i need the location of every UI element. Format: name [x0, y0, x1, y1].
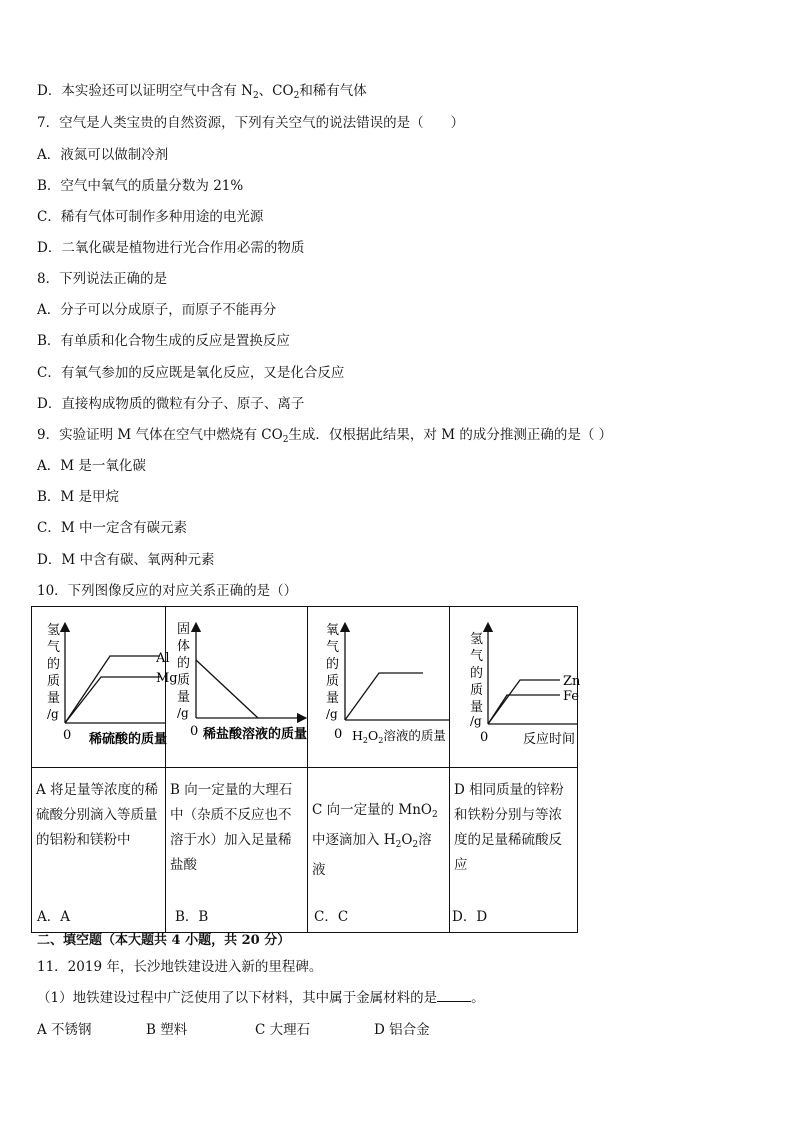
ylabel-char: 氢 — [47, 623, 61, 638]
ylabel-char: 气 — [326, 640, 340, 655]
ylabel-char: 量 — [177, 690, 191, 705]
ylabel-char: 氧 — [326, 623, 340, 638]
ylabel-char: 质 — [470, 683, 484, 698]
origin-label: 0 — [190, 724, 199, 739]
ylabel-char: 质 — [326, 674, 340, 689]
desc-c: C 向一定量的 MnO$_2$中逐滴加入 $H_2O_2$溶液 — [308, 768, 450, 933]
q8-option-b: B．有单质和化合物生成的反应是置换反应 — [37, 333, 290, 349]
graph-b-cell — [166, 607, 308, 768]
q7-option-a: A．液氮可以做制冷剂 — [37, 147, 169, 163]
q10-graph-table — [31, 606, 581, 933]
series-label-fe: Fe — [563, 689, 580, 704]
q11-option-c: C 大理石 — [255, 1022, 311, 1038]
ylabel-char: 的 — [47, 657, 61, 672]
ylabel-char: 的 — [470, 666, 484, 681]
q10-option-d: D．D — [452, 909, 488, 925]
ylabel-unit: /g — [326, 707, 338, 721]
series-label-al: Al — [156, 651, 170, 666]
ylabel-char: 质 — [177, 673, 191, 688]
q7-option-b: B．空气中氧气的质量分数为 21% — [37, 178, 244, 194]
answer-blank — [437, 989, 471, 1002]
graph-b-curve — [196, 660, 258, 718]
q11-stem: 11．2019 年，长沙地铁建设进入新的里程碑。 — [37, 959, 323, 975]
q8-option-c: C．有氧气参加的反应既是氧化反应，又是化合反应 — [37, 365, 345, 381]
graph-c — [308, 607, 449, 763]
q11-sub1: （1）地铁建设过程中广泛使用了以下材料，其中属于金属材料的是 。 — [37, 990, 485, 1006]
ylabel-char: 的 — [177, 656, 191, 671]
graph-a — [32, 607, 178, 763]
q11-option-d: D 铝合金 — [374, 1022, 430, 1038]
ylabel-char: 氢 — [470, 632, 484, 647]
graph-a-mg-curve — [65, 677, 160, 723]
q10-option-c: C．C — [314, 909, 349, 925]
q8-stem: 8．下列说法正确的是 — [37, 271, 168, 287]
q9-option-b: B．M 是甲烷 — [37, 489, 120, 505]
xlabel: 稀硫酸的质量 — [89, 732, 168, 747]
ylabel-char: 质 — [47, 674, 61, 689]
desc-a: A 将足量等浓度的稀硫酸分别滴入等质量的铝粉和镁粉中 — [32, 768, 166, 933]
q10-stem: 10．下列图像反应的对应关系正确的是（） — [37, 583, 298, 599]
ylabel-unit: /g — [470, 714, 482, 728]
q8-option-d: D．直接构成物质的微粒有分子、原子、离子 — [37, 396, 305, 412]
series-label-mg: Mg — [156, 671, 178, 686]
q9-option-a: A．M 是一氧化碳 — [37, 458, 146, 474]
q7-option-c: C．稀有气体可制作多种用途的电光源 — [37, 209, 264, 225]
q10-option-b: B．B — [175, 909, 209, 925]
graph-d-cell — [450, 607, 581, 768]
ylabel-char: 体 — [177, 639, 191, 654]
origin-label: 0 — [480, 730, 489, 745]
graph-a-al-curve — [65, 656, 160, 723]
xlabel: 反应时间 — [523, 732, 576, 747]
q7-stem: 7．空气是人类宝贵的自然资源，下列有关空气的说法错误的是（ ） — [37, 115, 465, 131]
origin-label: 0 — [63, 728, 72, 743]
graph-c-cell — [308, 607, 450, 768]
ylabel-unit: /g — [177, 706, 189, 720]
q8-option-a: A．分子可以分成原子，而原子不能再分 — [37, 302, 277, 318]
graph-a-cell — [32, 607, 178, 768]
desc-b: B 向一定量的大理石中（杂质不反应也不溶于水）加入足量稀盐酸 — [166, 768, 308, 933]
q7-option-d: D．二氧化碳是植物进行光合作用必需的物质 — [37, 240, 305, 256]
ylabel-char: 量 — [470, 700, 484, 715]
graph-d-zn-curve — [488, 680, 560, 724]
ylabel-char: 气 — [470, 649, 484, 664]
xlabel: $H_2O_2$溶液的质量 — [352, 728, 446, 745]
graph-d — [450, 607, 581, 763]
q11-option-a: A 不锈钢 — [37, 1022, 92, 1038]
q9-option-d: D．M 中含有碳、氧两种元素 — [37, 552, 215, 568]
section-heading: 二、填空题（本大题共 4 小题，共 20 分） — [37, 933, 291, 948]
q11-option-b: B 塑料 — [146, 1022, 188, 1038]
ylabel-char: 量 — [326, 691, 340, 706]
origin-label: 0 — [334, 727, 343, 742]
ylabel-char: 量 — [47, 691, 61, 706]
xlabel: 稀盐酸溶液的质量 — [203, 727, 308, 742]
q6-option-d: D．本实验还可以证明空气中含有 $N_2$、$CO_2$和稀有气体 — [37, 83, 367, 101]
graph-c-curve — [345, 673, 423, 720]
q9-stem: 9．实验证明 M 气体在空气中燃烧有 $CO_2$生成．仅根据此结果，对 M 的成分推测正确的是（ ） — [37, 427, 613, 445]
graph-b — [166, 607, 307, 763]
q10-option-a: A．A — [37, 909, 70, 925]
ylabel-char: 的 — [326, 657, 340, 672]
ylabel-unit: /g — [47, 707, 59, 721]
ylabel-char: 固 — [177, 622, 191, 637]
desc-d: D 相同质量的锌粉和铁粉分别与等浓度的足量稀硫酸反应 — [450, 768, 578, 933]
series-label-zn: Zn — [563, 674, 581, 689]
ylabel-char: 气 — [47, 640, 61, 655]
q9-option-c: C．M 中一定含有碳元素 — [37, 520, 187, 536]
